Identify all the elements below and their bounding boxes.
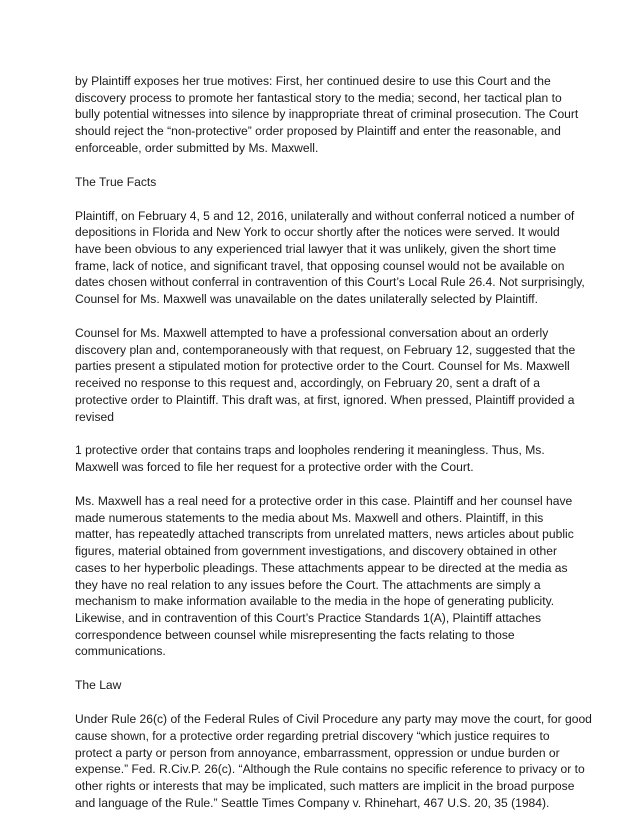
text-line: Likewise, and in contravention of this Court’s Practice Standards 1(A), Plaintiff attaches xyxy=(75,610,542,625)
text-line: frame, lack of notice, and significant travel, that opposing counsel would not be available on xyxy=(75,258,565,273)
text-line: cases to her hyperbolic pleadings. These attachments appear to be directed at the media as xyxy=(75,560,568,575)
text-line: mechanism to make information available to the media in the hope of generating publicity. xyxy=(75,594,555,609)
text-line: communications. xyxy=(75,644,166,659)
text-line: other rights or interests that may be implicated, such matters are implicit in the broad purpose xyxy=(75,778,575,793)
text-line: they have no real relation to any issues before the Court. The attachments are simply a xyxy=(75,577,541,592)
body-paragraph xyxy=(75,442,573,475)
text-line: Counsel for Ms. Maxwell attempted to have a professional conversation about an orderly xyxy=(75,326,549,340)
text-line: Under Rule 26(c) of the Federal Rules of Civil Procedure any party may move the court, for good xyxy=(75,712,592,727)
body-paragraph xyxy=(75,711,592,811)
heading-text: The True Facts xyxy=(75,174,157,189)
section-heading xyxy=(75,677,573,694)
text-line: correspondence between counsel while misrepresenting the facts relating to those xyxy=(75,627,515,642)
section-heading xyxy=(75,174,573,191)
body-paragraph xyxy=(75,208,585,308)
text-line: parties present a stipulated motion for protective order to the Court. Counsel for Ms. Maxwell xyxy=(75,359,570,374)
text-line: and language of the Rule.” Seattle Times Company v. Rhinehart, 467 U.S. 20, 35 (1984). xyxy=(75,795,550,810)
text-line: made numerous statements to the media about Ms. Maxwell and others. Plaintiff, in this xyxy=(75,510,544,525)
text-line: have been obvious to any experienced trial lawyer that it was unlikely, given the short time xyxy=(75,242,557,256)
text-line: enforceable, order submitted by Ms. Maxwell. xyxy=(75,140,319,155)
body-paragraph xyxy=(75,325,576,425)
text-line: bully potential witnesses into silence by inappropriate threat of criminal prosecution. The Court xyxy=(75,107,579,122)
text-line: Ms. Maxwell has a real need for a protective order in this case. Plaintiff and her counsel have xyxy=(75,494,573,508)
text-line: discovery process to promote her fantastical story to the media; second, her tactical plan to xyxy=(75,90,562,105)
text-line: Counsel for Ms. Maxwell was unavailable on the dates unilaterally selected by Plaintiff. xyxy=(75,292,538,307)
text-line: figures, material obtained from government investigations, and discovery obtained in other xyxy=(75,544,558,559)
text-line: revised xyxy=(75,409,114,424)
text-line: 1 protective order that contains traps and loopholes rendering it meaningless. Thus, Ms. xyxy=(75,443,545,458)
text-line: depositions in Florida and New York to occur shortly after the notices were served. It would xyxy=(75,225,560,240)
text-line: dates chosen without conferral in contravention of this Court’s Local Rule 26.4. Not surprisingly, xyxy=(75,275,585,290)
text-line: cause shown, for a protective order regarding pretrial discovery “which justice requires to xyxy=(75,728,550,743)
body-paragraph xyxy=(75,73,579,157)
text-line: received no response to this request and, accordingly, on February 20, sent a draft of a xyxy=(75,376,540,391)
text-line: Plaintiff, on February 4, 5 and 12, 2016, unilaterally and without conferral noticed a number of xyxy=(75,208,575,223)
text-line: by Plaintiff exposes her true motives: First, her continued desire to use this Court and the xyxy=(75,74,551,88)
text-line: Maxwell was forced to file her request for a protective order with the Court. xyxy=(75,460,474,475)
text-line: expense.” Fed. R.Civ.P. 26(c). “Although the Rule contains no specific reference to privacy or to xyxy=(75,762,585,777)
text-line: protect a party or person from annoyance, embarrassment, oppression or undue burden or xyxy=(75,745,560,760)
heading-text: The Law xyxy=(75,678,122,693)
text-line: discovery plan and, contemporaneously with that request, on February 12, suggested that the xyxy=(75,342,576,357)
text-line: matter, has repeatedly attached transcripts from unrelated matters, news articles about public xyxy=(75,527,574,542)
document-body xyxy=(75,73,592,829)
text-line: should reject the “non-protective” order proposed by Plaintiff and enter the reasonable, and xyxy=(75,124,561,139)
text-line: protective order to Plaintiff. This draft was, at first, ignored. When pressed, Plaintiff provided a xyxy=(75,392,575,407)
body-paragraph xyxy=(75,493,573,660)
